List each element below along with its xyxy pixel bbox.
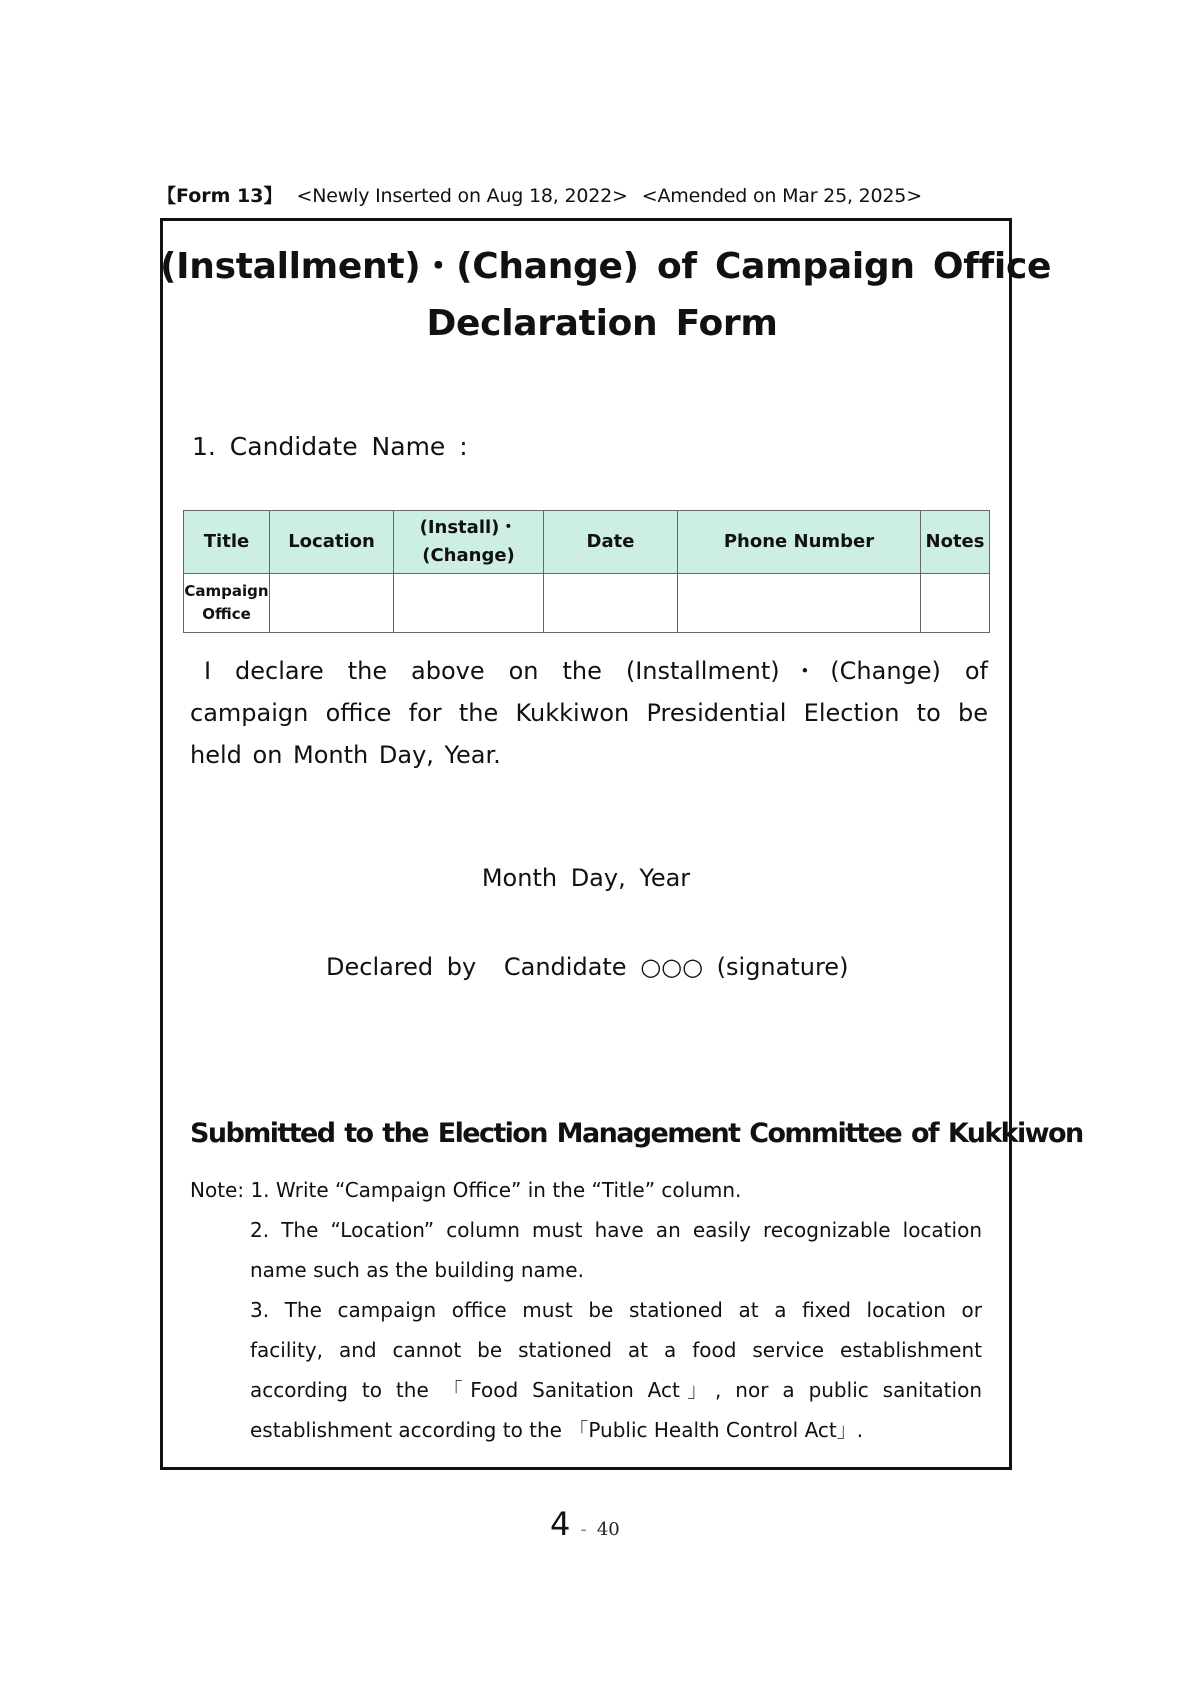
header-date: Date [544,511,678,574]
header-notes: Notes [921,511,990,574]
amended-note: <Amended on Mar 25, 2025> [641,185,922,207]
declaration-paragraph [190,650,988,776]
candidate-name-label: 1. Candidate Name : [192,432,468,461]
table-header-row [184,511,990,574]
submitted-to-heading: Submitted to the Election Management Committee of Kukkiwon [190,1118,1083,1149]
page-number [550,1505,620,1543]
form-title-line-1: (Installment)・(Change) of Campaign Office [160,246,1052,287]
cell-title-line2: Office [202,605,251,623]
cell-phone-number[interactable] [678,574,921,633]
form-header [157,181,930,208]
declaration-date: Month Day, Year [481,864,691,892]
header-location: Location [270,511,394,574]
page-separator: - [580,1519,587,1540]
cell-location[interactable] [270,574,394,633]
header-install-line1: (Install)・ [419,517,518,538]
cell-title [184,574,270,633]
note-3-line-1: 3. The campaign office must be stationed at a fixed location or [250,1298,982,1322]
header-title: Title [184,511,270,574]
inserted-note: <Newly Inserted on Aug 18, 2022> [296,185,628,207]
table-row [184,574,990,633]
header-install-line2: (Change) [422,545,515,566]
note-3-line-3: according to the 「Food Sanitation Act」, nor a public sanitation [250,1378,982,1402]
declaration-line-1: I declare the above on the (Installment)・(Change) of [204,657,988,685]
header-phone-number: Phone Number [678,511,921,574]
cell-date[interactable] [544,574,678,633]
campaign-office-table [183,510,990,633]
header-install-change [394,511,544,574]
note-1: Note: 1. Write “Campaign Office” in the “Title” column. [190,1178,742,1202]
cell-notes[interactable] [921,574,990,633]
note-2-line-1: 2. The “Location” column must have an easily recognizable location [250,1218,982,1242]
signature-line [326,953,848,981]
chapter-number: 4 [550,1505,571,1543]
page-index: 40 [596,1519,620,1540]
cell-title-line1: Campaign [184,582,269,600]
note-2-line-2: name such as the building name. [250,1258,584,1282]
declaration-rest: campaign office for the Kukkiwon Presidential Election to be held on Month Day, Year. [190,699,988,769]
cell-install-change[interactable] [394,574,544,633]
note-3-line-2: facility, and cannot be stationed at a food service establishment [250,1338,982,1362]
declared-by-label: Declared by [326,953,477,981]
notes-section [190,1170,982,1450]
note-3-line-4: establishment according to the 「Public Health Control Act」. [250,1418,864,1442]
form-title-line-2: Declaration Form [426,303,778,344]
candidate-signature: Candidate ○○○ (signature) [503,953,849,981]
form-number: 【Form 13】 [157,185,283,207]
